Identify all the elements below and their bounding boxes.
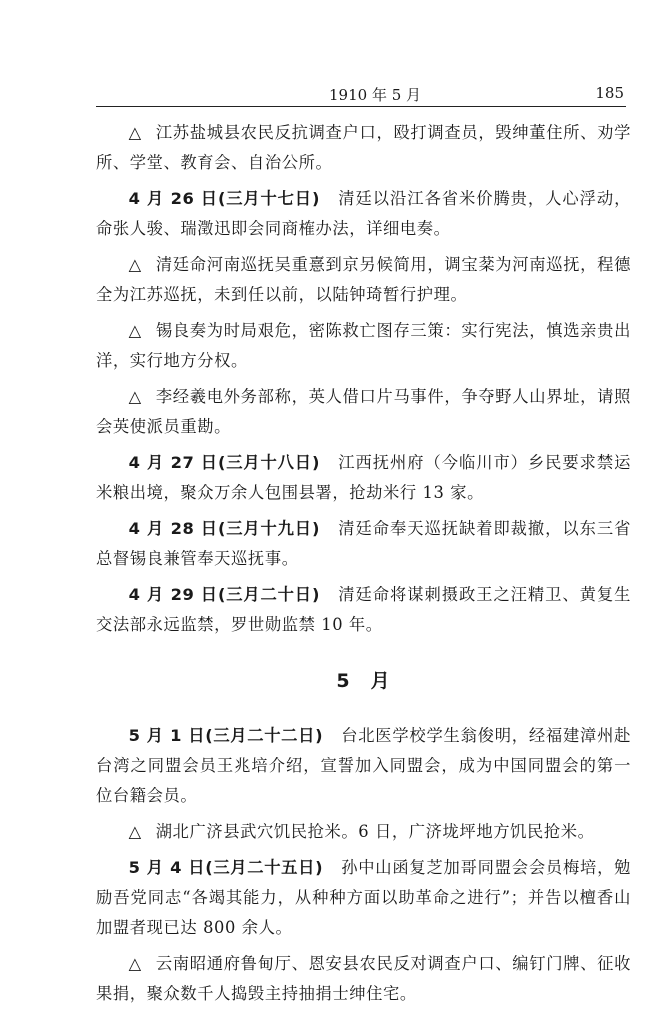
entry-date: 4 月 27 日(三月十八日) — [128, 453, 320, 472]
entry-text: 云南昭通府鲁甸厅、恩安县农民反对调查户口、编钉门牌、征收果捐，聚众数千人捣毁主持抽捐士绅住宅。 — [96, 954, 631, 1003]
entry-text: 锡良奏为时局艰危，密陈救亡图存三策：实行宪法，慎选亲贵出洋，实行地方分权。 — [96, 321, 631, 370]
entry-text: 李经羲电外务部称，英人借口片马事件，争夺野人山界址，请照会英使派员重勘。 — [96, 387, 631, 436]
header-title: 1910 年 5 月 — [329, 86, 422, 104]
entry-text: 清廷命奉天巡抚缺着即裁撤，以东三省总督锡良兼管奉天巡抚事。 — [96, 519, 632, 568]
entry-date: 4 月 28 日(三月十九日) — [128, 519, 320, 538]
entry-date: 4 月 29 日(三月二十日) — [128, 585, 320, 604]
entry-text: 清廷命将谋刺摄政王之汪精卫、黄复生交法部永远监禁，罗世勋监禁 10 年。 — [96, 585, 632, 634]
entry-date: 5 月 1 日(三月二十二日) — [128, 726, 324, 745]
entry-text: 江西抚州府（今临川市）乡民要求禁运米粮出境，聚众万余人包围县署，抢劫米行 13 家。 — [96, 453, 632, 502]
triangle-bullet-icon: △ — [128, 255, 142, 274]
entry-date: 5 月 4 日(三月二十五日) — [128, 858, 324, 877]
chronicle-body — [96, 118, 631, 1015]
chronicle-entry — [96, 580, 631, 640]
section-heading-text: 5 月 — [336, 670, 391, 692]
entry-text: 清廷以沿江各省米价腾贵，人心浮动，命张人骏、瑞澂迅即会同商榷办法，详细电奏。 — [96, 189, 632, 238]
triangle-bullet-icon: △ — [128, 321, 142, 340]
section-heading-may — [96, 666, 631, 693]
chronicle-entry — [96, 448, 631, 508]
entry-text: 孙中山函复芝加哥同盟会会员梅培，勉励吾党同志“各竭其能力，从种种方面以助革命之进行”；并告以檀香山加盟者现已达 800 余人。 — [96, 858, 632, 937]
chronicle-entry — [96, 514, 631, 574]
entry-text: 湖北广济县武穴饥民抢米。6 日，广济垅坪地方饥民抢米。 — [155, 822, 595, 841]
entry-text: 清廷命河南巡抚吴重憙到京另候简用，调宝棻为河南巡抚，程德全为江苏巡抚，未到任以前，以陆钟琦暂行护理。 — [96, 255, 631, 304]
chronicle-entry — [96, 949, 631, 1009]
entry-date: 4 月 26 日(三月十七日) — [128, 189, 320, 208]
chronicle-entry — [96, 853, 631, 943]
page-number: 185 — [595, 84, 624, 102]
chronicle-entry — [96, 184, 631, 244]
chronicle-entry — [96, 382, 631, 442]
april-entries — [96, 118, 631, 640]
triangle-bullet-icon: △ — [128, 123, 142, 142]
triangle-bullet-icon: △ — [128, 954, 142, 973]
chronicle-entry — [96, 250, 631, 310]
running-header — [96, 80, 626, 106]
chronicle-entry — [96, 316, 631, 376]
triangle-bullet-icon: △ — [128, 822, 142, 841]
header-rule — [96, 106, 626, 107]
entry-text: 台北医学校学生翁俊明，经福建漳州赴台湾之同盟会员王兆培介绍，宣誓加入同盟会，成为中国同盟会的第一位台籍会员。 — [96, 726, 632, 805]
chronicle-entry — [96, 817, 631, 847]
chronicle-entry — [96, 721, 631, 811]
entry-text: 江苏盐城县农民反抗调查户口，殴打调查员，毁绅董住所、劝学所、学堂、教育会、自治公所。 — [96, 123, 631, 172]
chronicle-entry — [96, 118, 631, 178]
triangle-bullet-icon: △ — [128, 387, 142, 406]
may-entries — [96, 721, 631, 1009]
